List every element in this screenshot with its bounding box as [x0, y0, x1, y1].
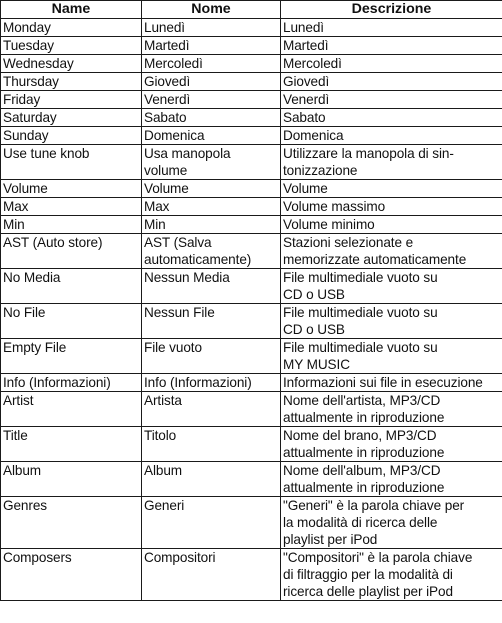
cell-name: Min	[1, 216, 142, 234]
cell-nome: Volume	[142, 180, 281, 198]
cell-name: Title	[1, 427, 142, 462]
cell-descrizione: File multimediale vuoto su CD o USB	[281, 304, 502, 339]
cell-descrizione: File multimediale vuoto su MY MUSIC	[281, 339, 502, 374]
cell-name: Thursday	[1, 73, 142, 91]
table-row	[1, 462, 502, 497]
cell-nome: Venerdì	[142, 91, 281, 109]
cell-name: Tuesday	[1, 37, 142, 55]
table-header	[1, 1, 502, 19]
cell-name: Monday	[1, 19, 142, 37]
cell-descrizione: Mercoledì	[281, 55, 502, 73]
table-row	[1, 269, 502, 304]
table-row	[1, 497, 502, 549]
table-row	[1, 55, 502, 73]
cell-descrizione: Stazioni selezionate e memorizzate automaticamente	[281, 234, 502, 269]
cell-descrizione: Utilizzare la manopola di sin- tonizzazione	[281, 145, 502, 180]
cell-nome: Generi	[142, 497, 281, 549]
cell-name: Friday	[1, 91, 142, 109]
table-row	[1, 37, 502, 55]
cell-nome: File vuoto	[142, 339, 281, 374]
cell-nome: Nessun File	[142, 304, 281, 339]
cell-descrizione: Volume	[281, 180, 502, 198]
header-nome: Nome	[142, 1, 281, 19]
cell-nome: Artista	[142, 392, 281, 427]
table-row	[1, 339, 502, 374]
cell-nome: Album	[142, 462, 281, 497]
table-row	[1, 127, 502, 145]
table-row	[1, 234, 502, 269]
cell-name: Genres	[1, 497, 142, 549]
cell-nome: Max	[142, 198, 281, 216]
cell-descrizione: Volume massimo	[281, 198, 502, 216]
cell-nome: Sabato	[142, 109, 281, 127]
cell-descrizione: Lunedì	[281, 19, 502, 37]
cell-nome: Martedì	[142, 37, 281, 55]
table-row	[1, 198, 502, 216]
cell-descrizione: Sabato	[281, 109, 502, 127]
table-row	[1, 145, 502, 180]
cell-nome: Usa manopola volume	[142, 145, 281, 180]
cell-name: Album	[1, 462, 142, 497]
table-row	[1, 180, 502, 198]
table-row	[1, 304, 502, 339]
cell-descrizione: Martedì	[281, 37, 502, 55]
cell-descrizione: "Generi" è la parola chiave per la modalità di ricerca delle playlist per iPod	[281, 497, 502, 549]
table-row	[1, 216, 502, 234]
cell-name: No File	[1, 304, 142, 339]
cell-nome: Giovedì	[142, 73, 281, 91]
cell-name: Sunday	[1, 127, 142, 145]
cell-name: Artist	[1, 392, 142, 427]
cell-nome: Lunedì	[142, 19, 281, 37]
table-row	[1, 549, 502, 601]
cell-nome: Nessun Media	[142, 269, 281, 304]
cell-name: Max	[1, 198, 142, 216]
cell-name: Info (Informazioni)	[1, 374, 142, 392]
cell-name: Composers	[1, 549, 142, 601]
header-name: Name	[1, 1, 142, 19]
cell-nome: Domenica	[142, 127, 281, 145]
cell-nome: Compositori	[142, 549, 281, 601]
table-row	[1, 392, 502, 427]
header-descrizione: Descrizione	[281, 1, 502, 19]
table-row	[1, 427, 502, 462]
cell-nome: Titolo	[142, 427, 281, 462]
cell-descrizione: Nome dell'artista, MP3/CD attualmente in riproduzione	[281, 392, 502, 427]
cell-descrizione: "Compositori" è la parola chiave di filtraggio per la modalità di ricerca delle playlist per iPod	[281, 549, 502, 601]
cell-name: Wednesday	[1, 55, 142, 73]
cell-descrizione: Domenica	[281, 127, 502, 145]
cell-descrizione: File multimediale vuoto su CD o USB	[281, 269, 502, 304]
cell-descrizione: Volume minimo	[281, 216, 502, 234]
cell-name: AST (Auto store)	[1, 234, 142, 269]
table-body	[1, 19, 502, 601]
cell-descrizione: Informazioni sui file in esecuzione	[281, 374, 502, 392]
cell-name: Empty File	[1, 339, 142, 374]
cell-descrizione: Venerdì	[281, 91, 502, 109]
header-row	[1, 1, 502, 19]
table-row	[1, 19, 502, 37]
cell-name: Volume	[1, 180, 142, 198]
cell-descrizione: Nome del brano, MP3/CD attualmente in riproduzione	[281, 427, 502, 462]
cell-name: Use tune knob	[1, 145, 142, 180]
cell-nome: Min	[142, 216, 281, 234]
cell-nome: Mercoledì	[142, 55, 281, 73]
cell-name: Saturday	[1, 109, 142, 127]
table-row	[1, 73, 502, 91]
cell-nome: AST (Salva automaticamente)	[142, 234, 281, 269]
cell-name: No Media	[1, 269, 142, 304]
table-row	[1, 91, 502, 109]
cell-descrizione: Giovedì	[281, 73, 502, 91]
cell-descrizione: Nome dell'album, MP3/CD attualmente in riproduzione	[281, 462, 502, 497]
cell-nome: Info (Informazioni)	[142, 374, 281, 392]
table-row	[1, 109, 502, 127]
table-row	[1, 374, 502, 392]
